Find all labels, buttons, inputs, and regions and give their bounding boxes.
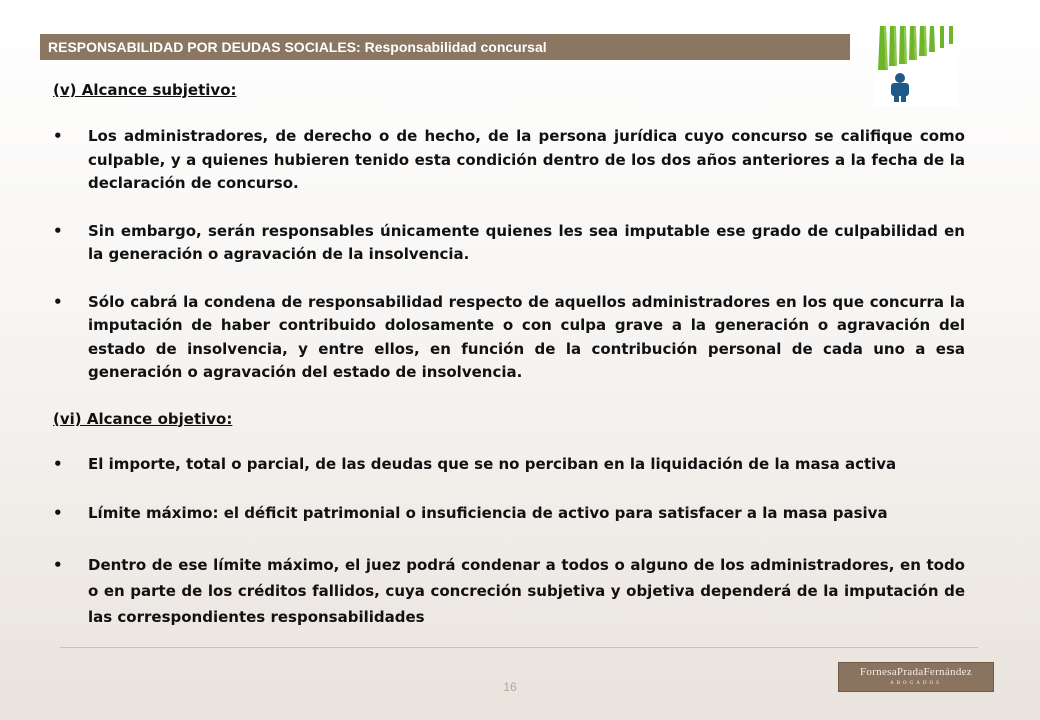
bullet-item [53,552,965,630]
bullet-text: Sin embargo, serán responsables únicamente quienes les sea imputable ese grado de culpabilidad en la generación o agravación de la insolvencia. [88,221,965,263]
bullet-dot-icon: • [53,504,63,522]
bullet-text: El importe, total o parcial, de las deudas que se no perciban en la liquidación de la masa activa [88,454,897,473]
bullet-item [53,291,965,385]
section-title-alcance-subjetivo: (v) Alcance subjetivo: [53,81,237,99]
bullet-text: Dentro de ese límite máximo, el juez podrá condenar a todos o alguno de los administradores, en todo o en parte de los créditos fallidos, cuya concreción subjetiva y objetiva dependerá de la imputación de las correspondientes responsabilidades [88,555,965,626]
footer-divider [60,647,978,648]
bullet-item [53,125,965,196]
bullet-dot-icon: • [53,292,63,311]
bullet-item [53,453,965,477]
section-title-alcance-objetivo: (vi) Alcance objetivo: [53,409,233,428]
bullet-dot-icon: • [53,127,63,145]
bullet-item [53,502,965,526]
bullet-text: Límite máximo: el déficit patrimonial o insuficiencia de activo para satisfacer a la masa pasiva [88,504,888,522]
page-number: 16 [503,680,517,694]
bullet-text: Sólo cabrá la condena de responsabilidad respecto de aquellos administradores en los que concurra la imputación de haber contribuido dolosamente o con culpa grave a la generación o agravación del estado de insolvencia, y entre ellos, en función de la contribución personal de cada uno a esa generación o agravación del estado de insolvencia. [88,292,965,381]
firm-logo-subtitle: ABOGADOS [890,681,942,686]
header-bar [40,34,850,60]
slide-content [53,78,965,630]
bullet-item [53,220,965,267]
header-title: RESPONSABILIDAD POR DEUDAS SOCIALES: Responsabilidad concursal [48,39,547,55]
bullet-dot-icon: • [53,454,63,473]
firm-logo-name: FornesaPradaFernández [860,666,972,678]
firm-logo [838,662,994,692]
bullet-dot-icon: • [53,221,63,240]
bullet-text: Los administradores, de derecho o de hecho, de la persona jurídica cuyo concurso se califique como culpable, y a quienes hubieren tenido esta condición dentro de los dos años anteriores a la fecha de la declaración de concurso. [88,127,965,192]
bullet-dot-icon: • [53,555,63,574]
